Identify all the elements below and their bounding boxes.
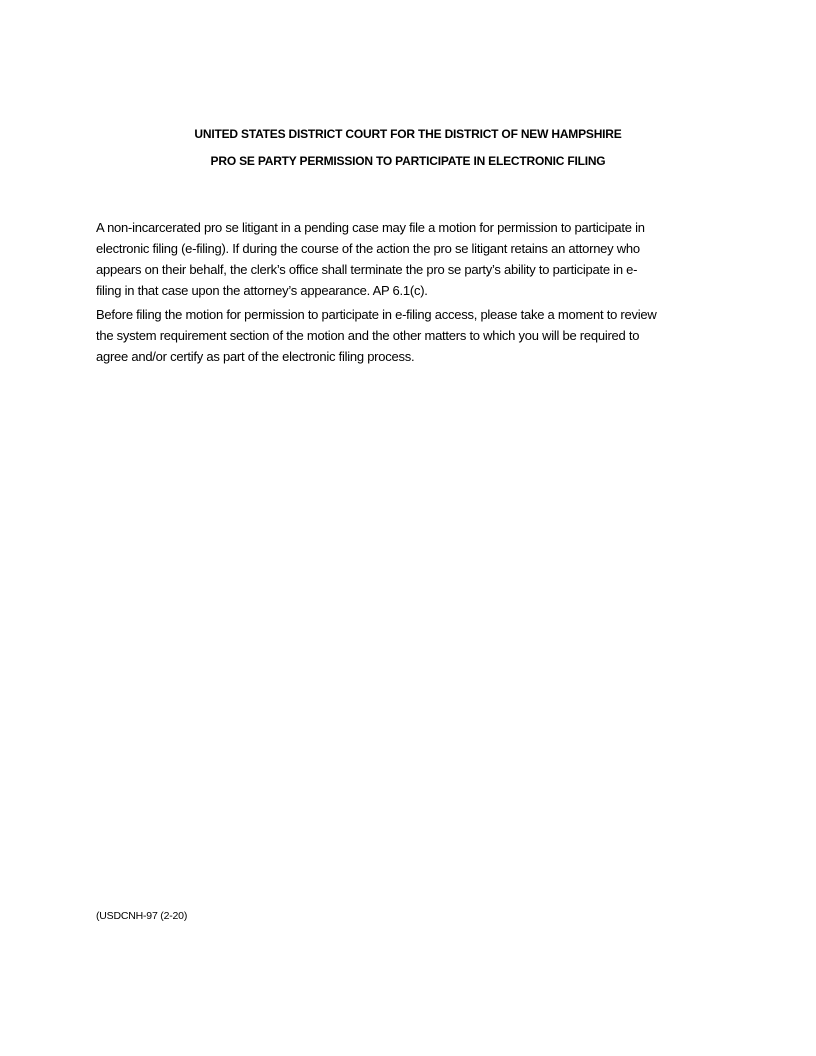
intro-paragraph: [96, 217, 736, 301]
form-identifier: (USDCNH-97 (2-20): [96, 910, 188, 922]
court-heading: UNITED STATES DISTRICT COURT FOR THE DISTRICT OF NEW HAMPSHIRE: [194, 127, 622, 141]
paragraph-line: filing in that case upon the attorney’s appearance. AP 6.1(c).: [96, 283, 428, 298]
paragraph-line: A non-incarcerated pro se litigant in a pending case may file a motion for permission to participate in: [96, 220, 645, 235]
instructions-paragraph: [96, 304, 736, 367]
paragraph-line: the system requirement section of the motion and the other matters to which you will be required to: [96, 328, 640, 343]
paragraph-line: electronic filing (e-filing). If during the course of the action the pro se litigant retains an attorney who: [96, 241, 640, 256]
paragraph-line: appears on their behalf, the clerk’s office shall terminate the pro se party’s ability to participate in e-: [96, 262, 638, 277]
paragraph-line: Before filing the motion for permission to participate in e-filing access, please take a moment to review: [96, 307, 657, 322]
document-title: PRO SE PARTY PERMISSION TO PARTICIPATE IN ELECTRONIC FILING: [210, 154, 606, 168]
paragraph-line: agree and/or certify as part of the electronic filing process.: [96, 349, 415, 364]
